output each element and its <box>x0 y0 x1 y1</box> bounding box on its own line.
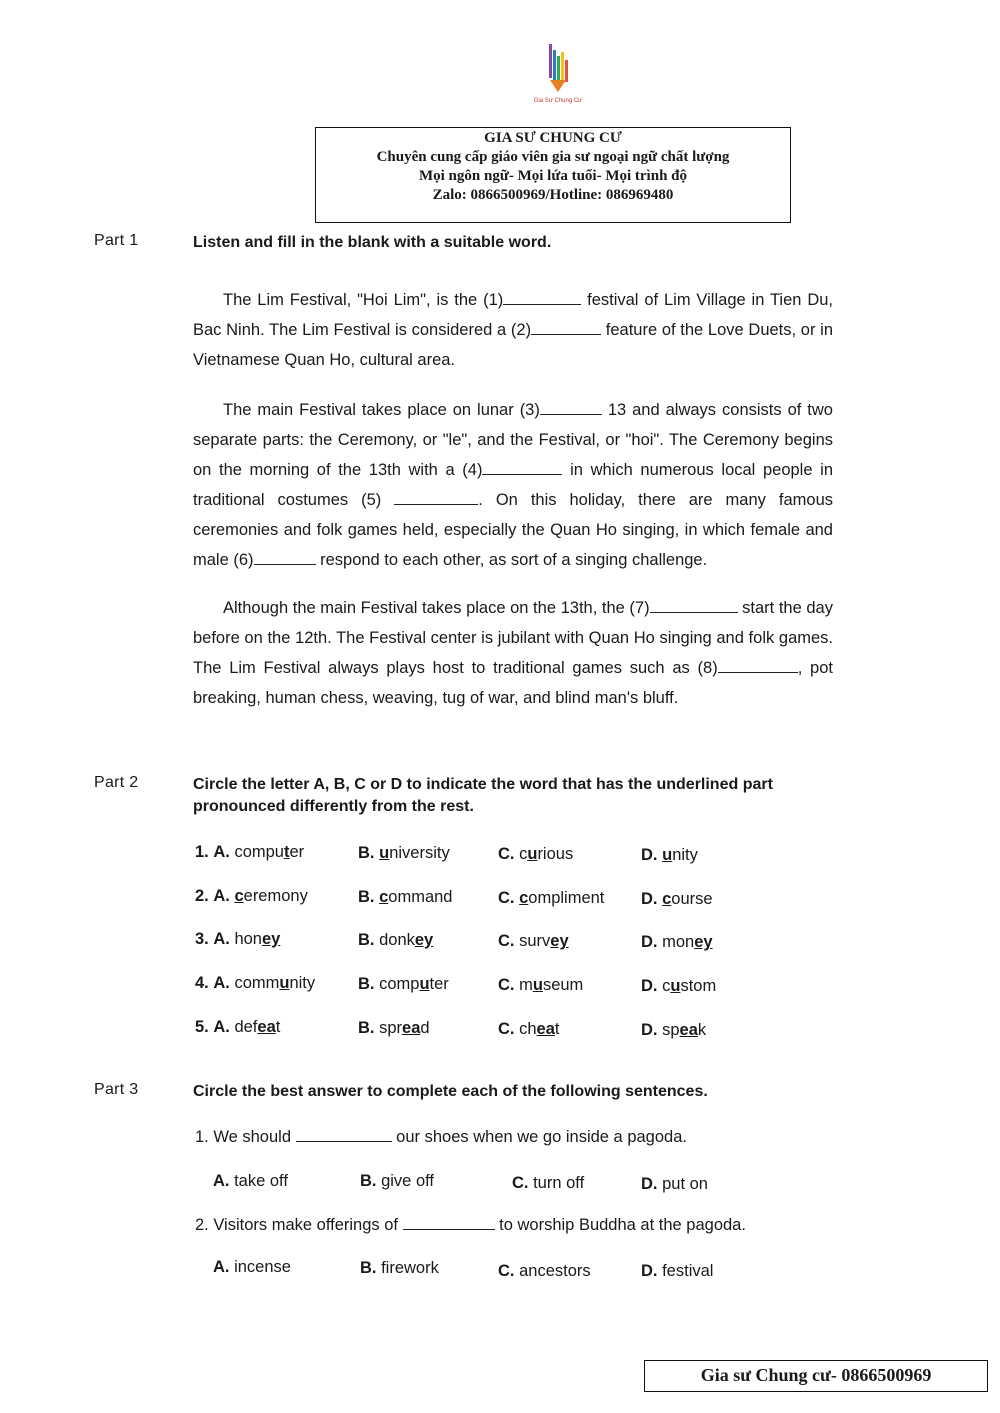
blank-2[interactable] <box>531 320 601 335</box>
word-prefix: mon <box>662 933 695 951</box>
part2-q2-option-d[interactable]: D. course <box>641 890 713 908</box>
blank-1[interactable] <box>503 290 581 305</box>
underlined-part: u <box>379 844 390 862</box>
q1-option-d[interactable]: D. put on <box>641 1175 708 1193</box>
underlined-part: u <box>662 846 673 864</box>
part2-q3-option-a[interactable]: 3. A. honey <box>195 930 281 948</box>
part2-q5-option-d[interactable]: D. speak <box>641 1021 707 1039</box>
word-suffix: ompliment <box>528 889 605 907</box>
part1-label: Part 1 <box>94 232 139 249</box>
part2-q4-option-d[interactable]: D. custom <box>641 977 717 995</box>
question-number: 3. <box>195 930 209 948</box>
underlined-part: u <box>419 975 430 993</box>
header-line-4: Zalo: 0866500969/Hotline: 086969480 <box>432 187 674 203</box>
part2-q4-option-b[interactable]: B. computer <box>358 975 449 993</box>
text: start the day before on the 12th. The Festival center is jubilant with Quan Ho singing and folk games. The Lim Festival always plays host to traditional games such as (8) <box>193 599 833 677</box>
word-suffix: eremony <box>243 887 308 905</box>
underlined-part: c <box>379 888 389 906</box>
underlined-part: ey <box>694 933 713 951</box>
logo-pencils-icon <box>528 40 588 98</box>
underlined-part: ey <box>261 930 281 948</box>
q2-option-d[interactable]: D. festival <box>641 1262 714 1280</box>
word-suffix: er <box>289 843 305 861</box>
blank-q2[interactable] <box>403 1215 495 1230</box>
text: to worship Buddha at the pagoda. <box>494 1216 746 1234</box>
word-prefix: comm <box>234 974 280 992</box>
underlined-part: ea <box>536 1020 555 1038</box>
logo <box>528 40 588 110</box>
header-line-3: Mọi ngôn ngữ- Mọi lứa tuổi- Mọi trình độ <box>418 168 687 184</box>
word-suffix: d <box>420 1019 430 1037</box>
part2-q5-option-a[interactable]: 5. A. defeat <box>195 1018 281 1036</box>
header-box <box>315 127 791 223</box>
q2-option-c[interactable]: C. ancestors <box>498 1262 591 1280</box>
question-2 <box>195 1215 746 1235</box>
part2-q4-option-a[interactable]: 4. A. community <box>195 974 316 992</box>
part2-q2-option-a[interactable]: 2. A. ceremony <box>195 887 308 905</box>
q2-option-a[interactable]: A. incense <box>213 1258 291 1276</box>
text: take off <box>234 1172 288 1190</box>
word-prefix: ch <box>519 1020 537 1038</box>
q1-option-b[interactable]: B. give off <box>360 1172 434 1190</box>
part1-paragraph-2 <box>193 395 833 575</box>
underlined-part: u <box>279 974 290 992</box>
underlined-part: t <box>283 843 290 861</box>
word-suffix: niversity <box>389 844 450 862</box>
underlined-part: ey <box>550 932 569 950</box>
part1-paragraph-1 <box>193 285 833 375</box>
question-number: 2. <box>195 887 209 905</box>
text: give off <box>381 1172 434 1190</box>
part2-q1-option-c[interactable]: C. curious <box>498 845 574 863</box>
q2-option-b[interactable]: B. firework <box>360 1259 439 1277</box>
part2-q1-option-b[interactable]: B. university <box>358 844 450 862</box>
part2-q4-option-c[interactable]: C. museum <box>498 976 584 994</box>
word-prefix: spr <box>379 1019 403 1037</box>
part2-q2-option-c[interactable]: C. compliment <box>498 889 605 907</box>
part2-label: Part 2 <box>94 774 139 791</box>
text: our shoes when we go inside a pagoda. <box>391 1128 687 1146</box>
part3-label: Part 3 <box>94 1081 139 1098</box>
blank-3[interactable] <box>540 400 602 415</box>
word-prefix: surv <box>519 932 551 950</box>
underlined-part: c <box>662 890 672 908</box>
underlined-part: u <box>527 845 538 863</box>
blank-8[interactable] <box>718 658 798 673</box>
word-suffix: seum <box>542 976 584 994</box>
blank-q1[interactable] <box>296 1127 392 1142</box>
word-suffix: t <box>275 1018 281 1036</box>
blank-7[interactable] <box>650 598 738 613</box>
q1-option-c[interactable]: C. turn off <box>512 1174 585 1192</box>
part2-q5-option-c[interactable]: C. cheat <box>498 1020 560 1038</box>
header-title: GIA SƯ CHUNG CƯ <box>484 130 622 146</box>
word-prefix: c <box>519 845 528 863</box>
word-prefix: donk <box>379 931 415 949</box>
word-prefix: m <box>519 976 533 994</box>
word-prefix: compu <box>234 843 284 861</box>
footer-box <box>644 1360 988 1392</box>
underlined-part: c <box>234 887 244 905</box>
text: respond to each other, as sort of a singing challenge. <box>315 551 708 569</box>
text: in which numerous local people in traditional costumes (5) <box>193 461 833 509</box>
word-prefix: c <box>662 977 671 995</box>
part2-q1-option-d[interactable]: D. unity <box>641 846 698 864</box>
question-1 <box>195 1127 687 1147</box>
blank-4[interactable] <box>482 460 562 475</box>
question-number: 1. <box>195 843 209 861</box>
text: put on <box>662 1175 708 1193</box>
word-suffix: stom <box>680 977 717 995</box>
text: . On this holiday, there are many famous ceremonies and folk games held, especially the Quan Ho singing, in which female and male (6) <box>193 491 834 569</box>
part2-q1-option-a[interactable]: 1. A. computer <box>195 843 305 861</box>
word-prefix: comp <box>379 975 420 993</box>
word-suffix: nity <box>672 846 698 864</box>
text: firework <box>381 1259 439 1277</box>
text: incense <box>234 1258 291 1276</box>
text: The Lim Festival, "Hoi Lim", is the (1) <box>223 291 504 309</box>
word-prefix: def <box>234 1018 258 1036</box>
part2-q3-option-c[interactable]: C. survey <box>498 932 569 950</box>
part3-instruction: Circle the best answer to complete each of the following sentences. <box>193 1083 708 1100</box>
part2-instruction: Circle the letter A, B, C or D to indicate the word that has the underlined part pronounced differently from the rest. <box>193 776 773 815</box>
text: turn off <box>533 1174 585 1192</box>
underlined-part: u <box>670 977 681 995</box>
word-suffix: t <box>554 1020 560 1038</box>
text: 1. We should <box>195 1128 296 1146</box>
blank-6[interactable] <box>254 550 316 565</box>
underlined-part: ea <box>257 1018 276 1036</box>
text: festival <box>662 1262 714 1280</box>
q1-option-a[interactable]: A. take off <box>213 1172 288 1190</box>
footer-text: Gia sư Chung cư- 0866500969 <box>700 1365 932 1385</box>
text: 13 and always consists of two separate parts: the Ceremony, or "le", and the Festival, or "hoi". The Ceremony begins on the morning of the 13th with a (4) <box>193 401 833 479</box>
word-prefix: hon <box>234 930 262 948</box>
text: , pot breaking, human chess, weaving, tug of war, and blind man's bluff. <box>193 659 833 707</box>
word-suffix: nity <box>289 974 316 992</box>
part1-paragraph-3 <box>193 593 833 713</box>
part2-q3-option-d[interactable]: D. money <box>641 933 713 951</box>
text: ancestors <box>519 1262 591 1280</box>
part1-instruction: Listen and fill in the blank with a suitable word. <box>193 234 552 251</box>
word-suffix: k <box>697 1021 707 1039</box>
part2-q2-option-b[interactable]: B. command <box>358 888 453 906</box>
logo-text: Gia Sư Chung Cư <box>533 98 583 104</box>
underlined-part: ea <box>679 1021 698 1039</box>
word-suffix: ter <box>429 975 449 993</box>
word-suffix: ourse <box>671 890 713 908</box>
word-prefix: sp <box>662 1021 680 1039</box>
underlined-part: ea <box>402 1019 421 1037</box>
underlined-part: u <box>532 976 543 994</box>
text: festival of Lim Village in Tien Du, Bac Ninh. The Lim Festival is considered a (2) <box>193 291 833 339</box>
word-suffix: ommand <box>388 888 453 906</box>
word-suffix: rious <box>537 845 574 863</box>
underlined-part: ey <box>414 931 434 949</box>
question-number: 5. <box>195 1018 209 1036</box>
text: Although the main Festival takes place on the 13th, the (7) <box>223 599 650 617</box>
header-line-2: Chuyên cung cấp giáo viên gia sư ngoại ngữ chất lượng <box>376 149 730 165</box>
part2-q5-option-b[interactable]: B. spread <box>358 1019 430 1037</box>
text: 2. Visitors make offerings of <box>195 1216 403 1234</box>
text: feature of the Love Duets, or in Vietnamese Quan Ho, cultural area. <box>193 321 834 369</box>
underlined-part: c <box>519 889 529 907</box>
blank-5[interactable] <box>394 490 478 505</box>
text: The main Festival takes place on lunar (3) <box>223 401 540 419</box>
question-number: 4. <box>195 974 209 992</box>
part2-q3-option-b[interactable]: B. donkey <box>358 931 434 949</box>
